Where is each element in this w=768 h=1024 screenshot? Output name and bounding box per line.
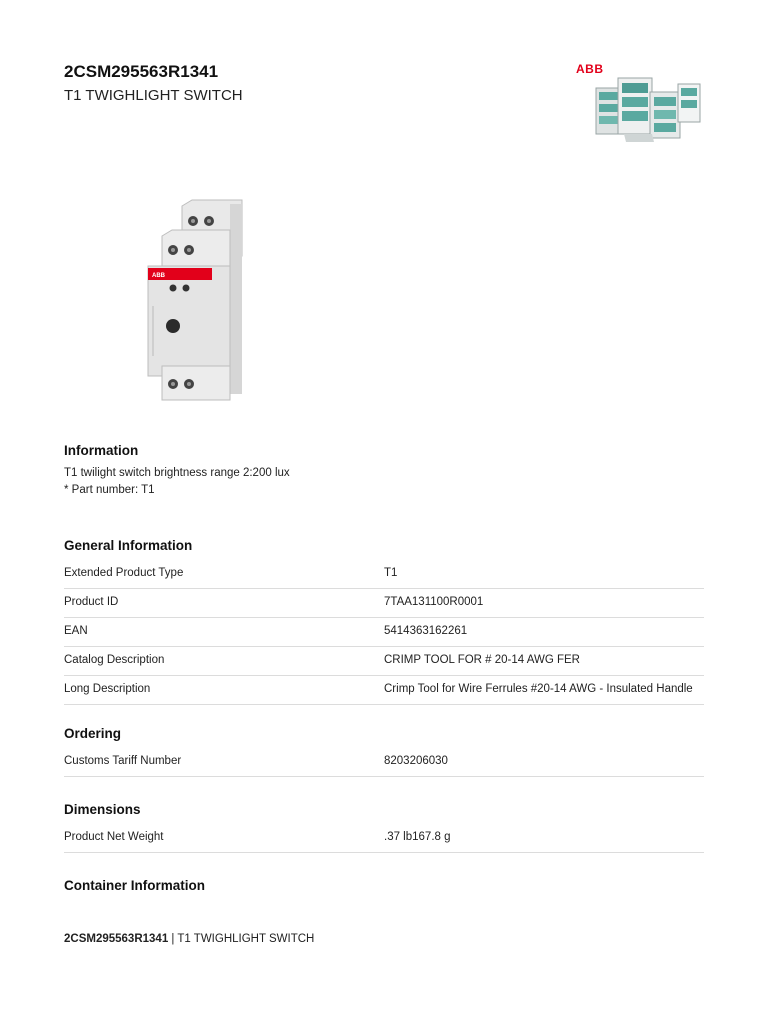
row-value: Crimp Tool for Wire Ferrules #20-14 AWG - Insulated Handle	[384, 683, 693, 695]
row-value: 5414363162261	[384, 625, 468, 637]
table-row	[64, 748, 704, 777]
din-rail-twilight-switch-image	[130, 196, 250, 404]
row-value: .37 lb167.8 g	[384, 831, 451, 843]
dimensions-heading: Dimensions	[64, 802, 141, 817]
container-information-heading: Container Information	[64, 878, 205, 893]
row-label: Catalog Description	[64, 654, 165, 666]
brand-banner	[576, 62, 704, 144]
row-value: 7TAA131100R0001	[384, 596, 484, 608]
row-label: Long Description	[64, 683, 151, 695]
table-row	[64, 560, 704, 589]
information-line: * Part number: T1	[64, 484, 155, 496]
row-value: 8203206030	[384, 755, 448, 767]
footer-product-name: T1 TWIGHLIGHT SWITCH	[177, 933, 315, 945]
general-information-heading: General Information	[64, 538, 193, 553]
row-value: CRIMP TOOL FOR # 20-14 AWG FER	[384, 654, 580, 666]
table-row	[64, 647, 704, 676]
row-label: Extended Product Type	[64, 567, 184, 579]
footer-separator: |	[168, 933, 178, 945]
row-label: Customs Tariff Number	[64, 755, 182, 767]
table-row	[64, 589, 704, 618]
svg-text:ABB: ABB	[152, 273, 165, 279]
enclosure-cabinets-image	[594, 74, 704, 144]
footer-product-id: 2CSM295563R1341	[64, 933, 169, 945]
row-label: EAN	[64, 625, 88, 637]
row-value: T1	[384, 567, 398, 579]
table-row	[64, 824, 704, 853]
product-id-heading: 2CSM295563R1341	[64, 62, 219, 81]
table-row	[64, 618, 704, 647]
row-label: Product Net Weight	[64, 831, 164, 843]
information-text	[64, 465, 290, 499]
page-footer	[64, 933, 314, 945]
information-line: T1 twilight switch brightness range 2:200 lux	[64, 467, 290, 479]
ordering-table	[64, 748, 704, 777]
general-information-table	[64, 560, 704, 705]
product-name-subtitle: T1 TWIGHLIGHT SWITCH	[64, 87, 243, 104]
table-row	[64, 676, 704, 705]
dimensions-table	[64, 824, 704, 853]
ordering-heading: Ordering	[64, 726, 122, 741]
information-heading: Information	[64, 443, 139, 458]
row-label: Product ID	[64, 596, 119, 608]
abb-logo: ABB	[576, 62, 604, 76]
